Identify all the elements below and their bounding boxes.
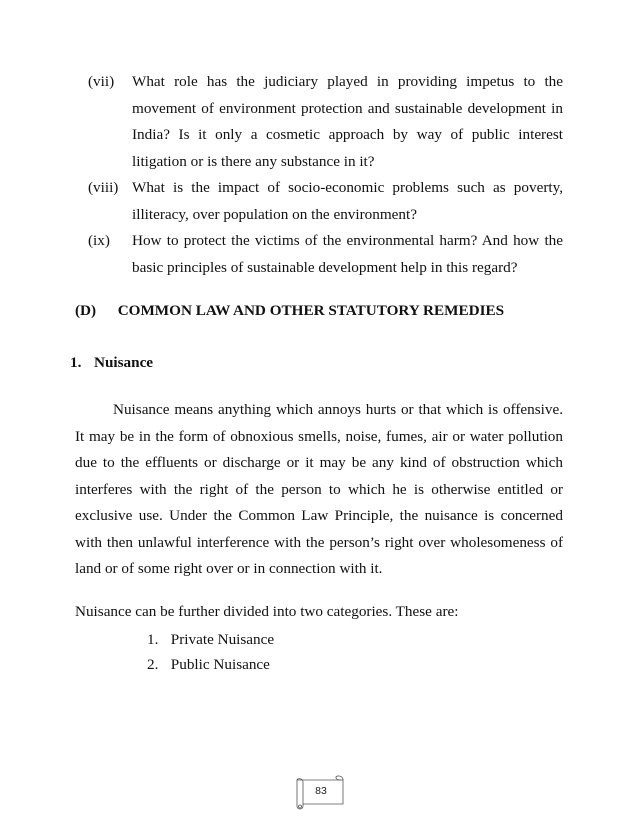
question-text: What is the impact of socio-economic problems such as poverty, illiteracy, over population on the environment?: [132, 179, 563, 223]
list-item-number: 2.: [147, 656, 159, 673]
question-text: How to protect the victims of the environmental harm? And how the basic principles of sustainable development help in this regard?: [132, 232, 563, 276]
subsection-heading: [70, 353, 153, 373]
question-item: [88, 228, 563, 281]
question-item: [88, 175, 563, 228]
question-number: (vii): [88, 73, 115, 90]
list-item: [147, 627, 274, 652]
section-title: COMMON LAW AND OTHER STATUTORY REMEDIES: [117, 302, 505, 319]
body-paragraph: [75, 397, 563, 583]
categories-intro: Nuisance can be further divided into two categories. These are:: [75, 603, 459, 620]
section-letter: (D): [75, 302, 97, 319]
question-number: (ix): [88, 232, 110, 249]
section-heading: [75, 301, 504, 321]
list-item: [147, 652, 274, 677]
subsection-number: 1.: [70, 354, 82, 371]
list-item-label: Private Nuisance: [170, 631, 275, 648]
category-list: [147, 627, 274, 677]
page-number: 83: [315, 785, 327, 797]
paragraph-text: Nuisance means anything which annoys hurts or that which is offensive. It may be in the form of obnoxious smells, noise, fumes, air or water pollution due to the effluents or discharge or it may be any kind of obstruction which interferes with the right of the person to which he is otherwise entitled or exclusive use. Under the Common Law Principle, the nuisance is concerned with then unlawful interference with the person’s right over wholesomeness of land or of some right over or in connection with it.: [75, 401, 563, 577]
subsection-title: Nuisance: [93, 354, 154, 371]
question-item: [88, 69, 563, 175]
question-text: What role has the judiciary played in providing impetus to the movement of environment protection and sustainable development in India? Is it only a cosmetic approach by way of public interest litigation or is there any substance in it?: [132, 73, 563, 170]
page-number-box: [287, 772, 351, 812]
list-item-number: 1.: [147, 631, 159, 648]
question-number: (viii): [88, 179, 119, 196]
list-item-label: Public Nuisance: [170, 656, 270, 673]
